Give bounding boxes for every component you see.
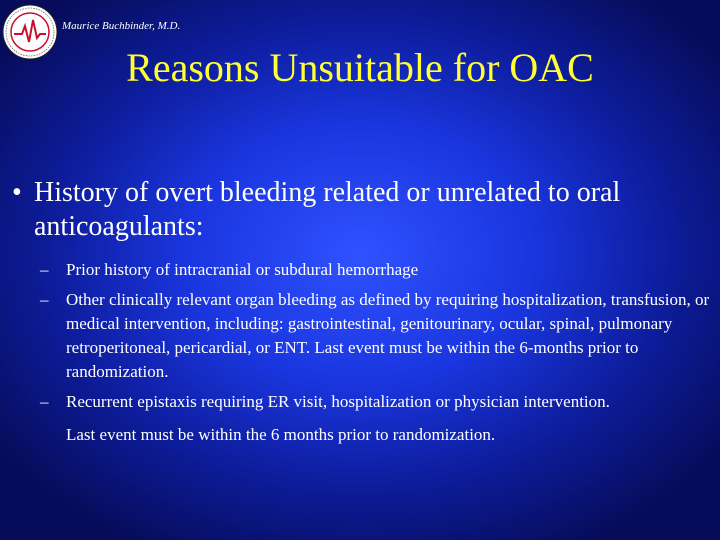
main-bullet — [12, 176, 712, 244]
sub-bullet-text: Other clinically relevant organ bleeding as defined by requiring hospitalization, transfusion, or medical intervention, including: gastrointestinal, genitourinary, ocular, spinal, pulmonary retroperitoneal, pericardial, or ENT. Last event must be within the 6-months prior to randomization. — [66, 290, 710, 381]
sub-bullet-text: Recurrent epistaxis requiring ER visit, hospitalization or physician intervention. — [66, 392, 610, 411]
slide-title: Reasons Unsuitable for OAC — [126, 45, 594, 90]
dash-icon: – — [40, 290, 49, 309]
sub-bullet-item — [40, 390, 712, 414]
sub-bullet-item — [40, 288, 712, 384]
sub-bullet-text: Prior history of intracranial or subdural hemorrhage — [66, 260, 419, 279]
trailing-note: Last event must be within the 6 months prior to randomization. — [66, 425, 496, 444]
author-name: Maurice Buchbinder, M.D. — [62, 20, 181, 32]
dash-icon: – — [40, 260, 49, 279]
sub-bullet-list — [40, 258, 712, 447]
bullet-icon: • — [12, 177, 22, 208]
main-bullet-text: History of overt bleeding related or unrelated to oral anticoagulants: — [34, 177, 621, 242]
dash-icon: – — [40, 392, 49, 411]
sub-bullet-item — [40, 258, 712, 282]
